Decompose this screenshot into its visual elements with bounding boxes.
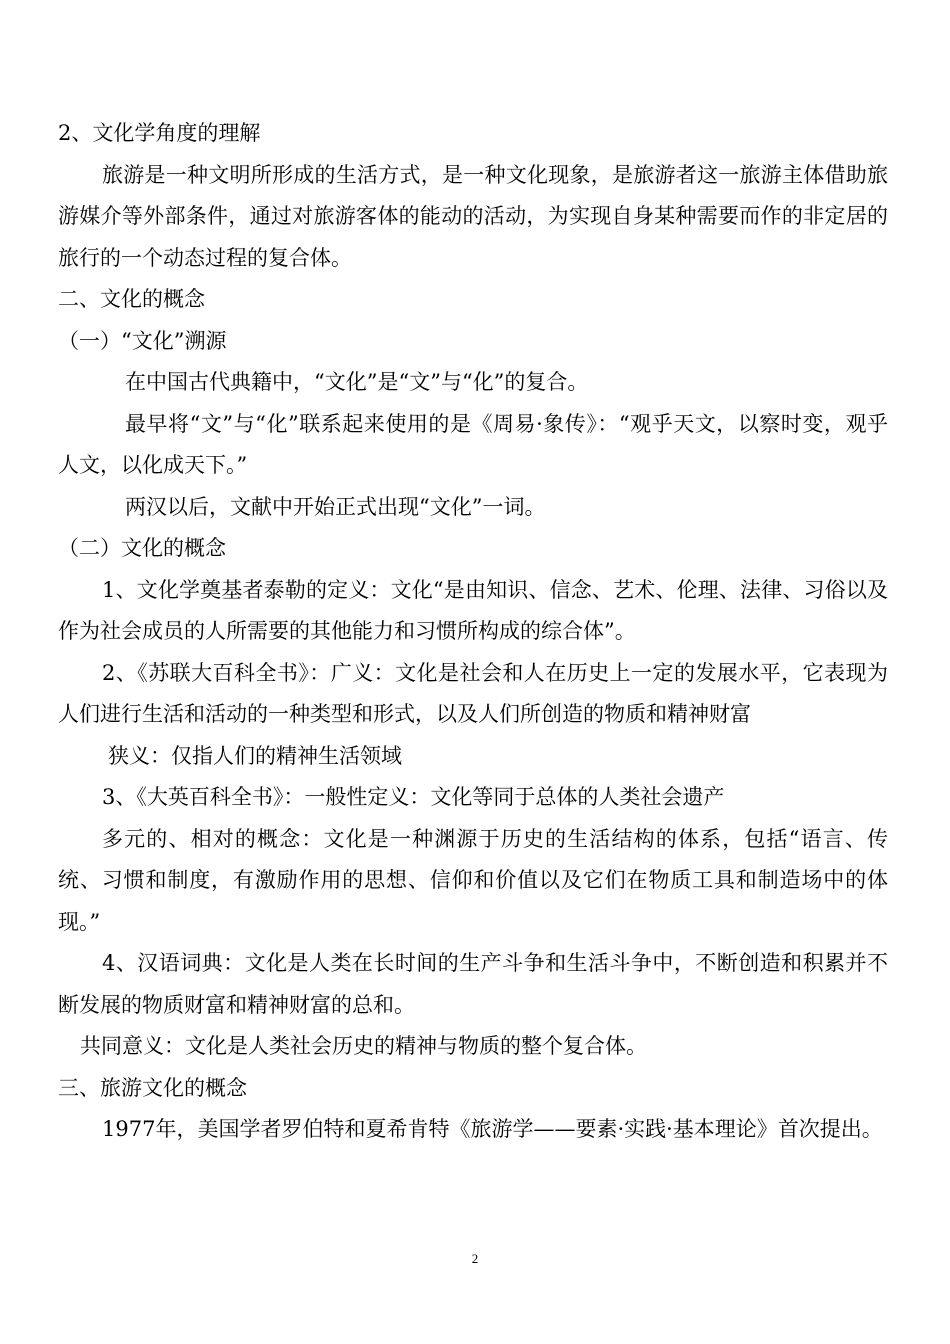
paragraph: 3、《大英百科全书》：一般性定义：文化等同于总体的人类社会遗产 <box>102 785 725 809</box>
paragraph: 2、《苏联大百科全书》：广义：文化是社会和人在历史上一定的发展水平，它表现为人们进行生活和活动的一种类型和形式，以及人们所创造的物质和精神财富 <box>58 660 888 726</box>
subsection-heading: （二）文化的概念 <box>58 536 226 560</box>
paragraph: 1、文化学奠基者泰勒的定义：文化“是由知识、信念、艺术、伦理、法律、习俗以及作为社会成员的人所需要的其他能力和习惯所构成的综合体”。 <box>58 577 888 643</box>
paragraph: 狭义：仅指人们的精神生活领域 <box>108 743 402 768</box>
paragraph: 多元的、相对的概念：文化是一种渊源于历史的生活结构的体系，包括“语言、传统、习惯和制度，有激励作用的思想、信仰和价值以及它们在物质工具和制造场中的体现。” <box>58 826 888 934</box>
paragraph: 1977年，美国学者罗伯特和夏希肯特《旅游学——要素·实践·基本理论》首次提出。 <box>102 1117 883 1141</box>
document-body <box>58 113 888 1151</box>
paragraph: 旅游是一种文明所形成的生活方式，是一种文化现象，是旅游者这一旅游主体借助旅游媒介等外部条件，通过对旅游客体的能动的活动，为实现自身某种需要而作的非定居的旅行的一个动态过程的复合体。 <box>58 162 888 270</box>
section-heading: 三、旅游文化的概念 <box>58 1075 247 1100</box>
page-number: 2 <box>471 1251 479 1266</box>
subsection-heading: （一）“文化”溯源 <box>58 328 227 353</box>
paragraph: 两汉以后，文献中开始正式出现“文化”一词。 <box>125 494 546 519</box>
paragraph: 4、汉语词典：文化是人类在长时间的生产斗争和生活斗争中，不断创造和积累并不断发展的物质财富和精神财富的总和。 <box>58 951 888 1017</box>
paragraph: 在中国古代典籍中，“文化”是“文”与“化”的复合。 <box>125 370 589 394</box>
paragraph: 最早将“文”与“化”联系起来使用的是《周易·象传》：“观乎天文，以察时变，观乎人文，以化成天下。” <box>58 411 888 477</box>
subsection-heading: 2、文化学角度的理解 <box>58 121 261 145</box>
paragraph: 共同意义：文化是人类社会历史的精神与物质的整个复合体。 <box>80 1034 647 1058</box>
section-heading: 二、文化的概念 <box>58 287 205 311</box>
